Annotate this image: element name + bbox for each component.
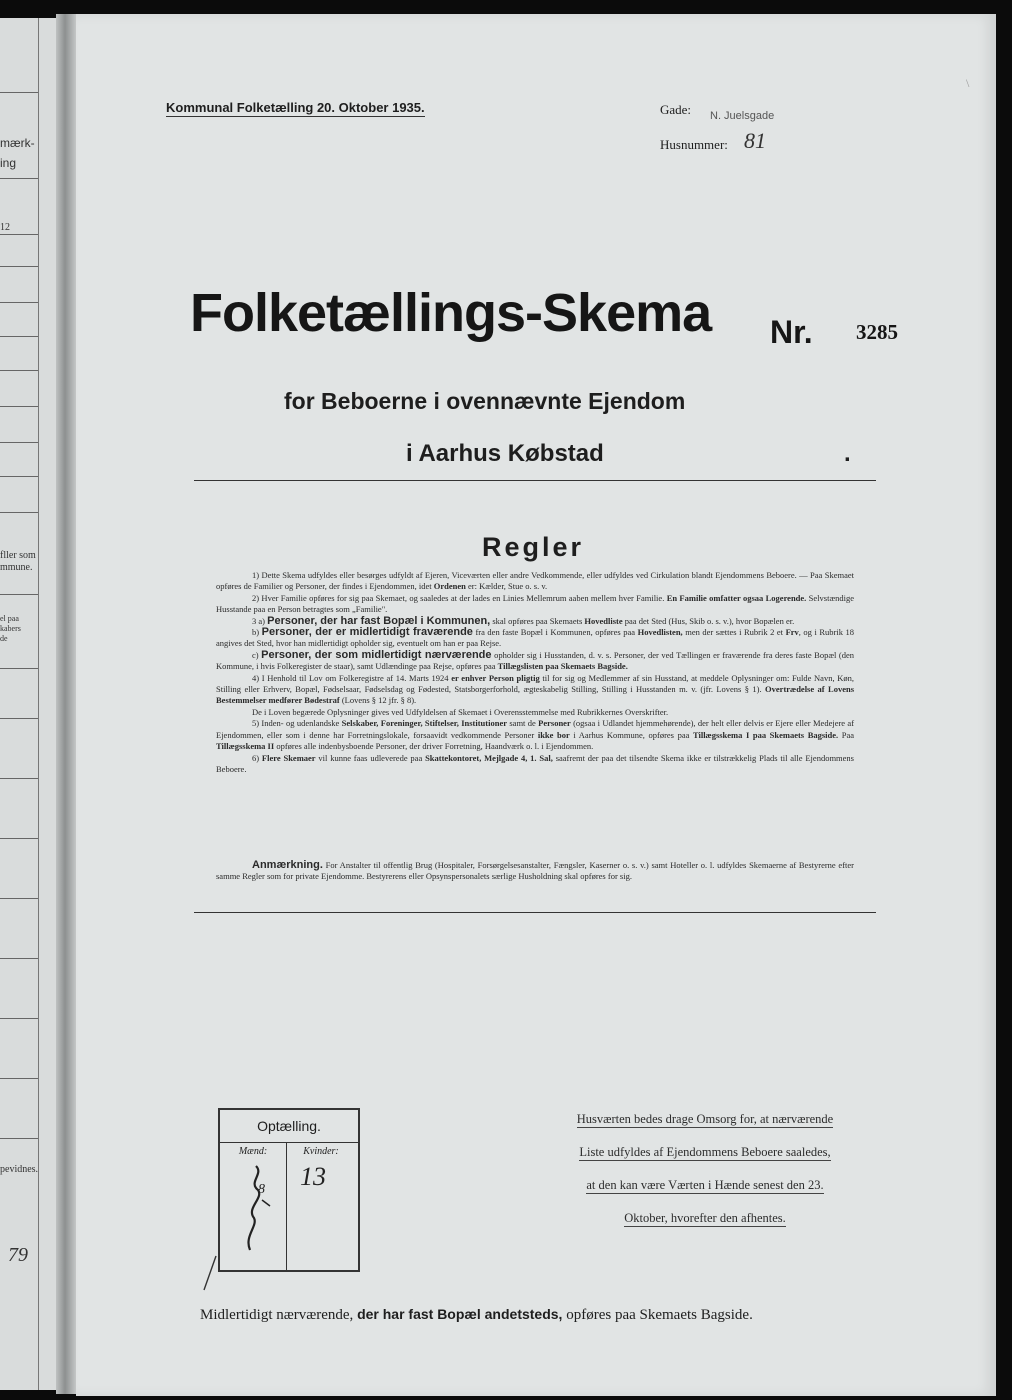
form-subtitle-1: for Beboerne i ovennævnte Ejendom: [284, 388, 686, 414]
left-rule: [0, 442, 38, 443]
notice-line-2: Liste udfyldes af Ejendommens Beboere saaledes,: [579, 1145, 831, 1159]
divider-bottom: [194, 912, 876, 913]
census-form-page: [76, 14, 996, 1396]
optaelling-header-rule: [220, 1142, 358, 1143]
gade-value: N. Juelsgade: [710, 110, 775, 122]
anmaerkning-paragraph: [216, 860, 854, 883]
notice-line-4: Oktober, hvorefter den afhentes.: [624, 1211, 786, 1225]
anmaerkning-text: For Anstalter til offentlig Brug (Hospitaler, Forsørgelsesanstalter, Fængsler, Kaserner o. s. v.) samt Hoteller o. l. udfyldes Skemaerne af Bestyrerne efter samme Regler som for private Ejendomme. Bestyrerens eller Opsynspersonalets særlige Husholdning skal opføres for sig.: [216, 860, 854, 882]
rule-4: 4) I Henhold til Lov om Folkeregistre af 14. Marts 1924 er enhver Person pligtig til for sig og Medlemmer af sin Husstand, at meddele Oplysninger om: Fulde Navn, Køn, Stilling eller Erhverv, Bopæl, Fødselsaar, Fødselsdag og Fødested, Statsborgerforhold, ægteskabelig Stilling, Stilling i Husstanden m. v. (jfr. Lovens § 1). Overtrædelse af Lovens Bestemmelser medfører Bødestraf (Lovens § 12 jfr. § 8).: [216, 672, 855, 706]
left-rule: [0, 1138, 38, 1139]
regler-heading: Regler: [482, 532, 585, 562]
notice-line-3: at den kan være Værten i Hænde senest den 23.: [586, 1178, 824, 1192]
optaelling-column-rule: [286, 1142, 287, 1270]
left-rule: [0, 594, 38, 595]
rule-2: 2) Hver Familie opføres for sig paa Skemaet, og saaledes at der lades en Linies Mellemrum aaben mellem hver Familie. En Familie omfatter ogsaa Logerende. Selvstændige Husstande paa en Person betragtes som „Familie".: [216, 592, 855, 615]
rule-1: 1) Dette Skema udfyldes eller besørges udfyldt af Ejeren, Viceværten eller andre Vedkommende, eller udfyldes ved Cirkulation blandt Ejendommens Beboere. — Paa Skemaet opføres de Familier og Personer, der findes i Ejendommen, idet Ordenen er: Kælder, Stue o. s. v.: [216, 570, 854, 592]
rule-3a: 3 a) Personer, der har fast Bopæl i Kommunen, skal opføres paa Skemaets Hovedliste paa det Sted (Hus, Skib o. s. v.), hvor Bopælen er.: [252, 614, 795, 627]
optaelling-maend-label: Mænd:: [238, 1146, 268, 1157]
optaelling-kvinder-value: 13: [300, 1162, 326, 1191]
anmaerkning-lead: Anmærkning.: [252, 859, 323, 871]
left-rule: [0, 512, 38, 513]
left-handwritten-number: 79: [8, 1244, 28, 1266]
optaelling-maend-value: 8: [258, 1182, 265, 1197]
left-fragment: mmune.: [0, 562, 33, 573]
left-page-column-rule: [38, 18, 39, 1390]
left-rule: [0, 302, 38, 303]
left-page-fragment: [0, 18, 56, 1390]
left-rule: [0, 406, 38, 407]
left-fragment: de: [0, 634, 8, 643]
left-rule: [0, 718, 38, 719]
left-fragment: ing: [0, 156, 17, 170]
optaelling-kvinder-label: Kvinder:: [303, 1146, 339, 1157]
left-rule: [0, 178, 38, 179]
rule-6: 6) Flere Skemaer vil kunne faas udleverede paa Skattekontoret, Mejlgade 4, 1. Sal, saafremt der paa det tilsendte Skema ikke er tilstrækkelig Plads til alle Ejendommens Beboere.: [216, 752, 854, 774]
notice-line-1: Husværten bedes drage Omsorg for, at nærværende: [576, 1112, 834, 1126]
landlord-notice: [516, 1112, 894, 1244]
left-rule: [0, 1018, 38, 1019]
left-rule: [0, 370, 38, 371]
left-rule: [0, 1078, 38, 1079]
census-header-label: Kommunal Folketælling 20. Oktober 1935.: [166, 100, 425, 115]
husnummer-value: 81: [744, 128, 766, 153]
footer-note: Midlertidigt nærværende, der har fast Bopæl andetsteds, opføres paa Skemaets Bagside.: [200, 1306, 753, 1323]
left-fragment: mærk-: [0, 136, 35, 150]
form-number-value: 3285: [856, 320, 898, 344]
rule-3b: b) Personer, der er midlertidigt fraværende fra den faste Bopæl i Kommunen, opføres paa Hovedlisten, men der sættes i Rubrik 2 et Frv, og i Rubrik 18 angives det Sted, hvor han midlertidigt opholder sig, eventuelt om han er paa Rejse.: [216, 626, 854, 649]
left-fragment: fller som: [0, 550, 36, 561]
form-number-label: Nr.: [770, 314, 813, 350]
optaelling-title: Optælling.: [257, 1118, 321, 1134]
left-fragment: el paa: [0, 614, 19, 623]
pen-stroke-icon: [200, 1254, 220, 1294]
left-rule: [0, 234, 38, 235]
left-fragment: kabers: [0, 624, 21, 633]
left-rule: [0, 898, 38, 899]
left-rule: [0, 668, 38, 669]
handwritten-scribble-icon: [234, 1160, 274, 1260]
optaelling-box: [218, 1108, 360, 1272]
left-rule: [0, 838, 38, 839]
regler-body: [216, 570, 854, 775]
form-subtitle-2: i Aarhus Købstad: [406, 440, 604, 467]
rule-4b: De i Loven begærede Oplysninger gives ved Udfyldelsen af Skemaet i Overensstemmelse med Rubrikkernes Overskrifter.: [252, 706, 669, 717]
rule-5: 5) Inden- og udenlandske Selskaber, Foreninger, Stiftelser, Institutioner samt de Personer (ogsaa i Udlandet hjemmehørende), der helt eller delvis er Ejere eller Medejere af Ejendommen, eller som i denne har Forretningslokale, forsaavidt vedkommende Personer ikke bor i Aarhus Kommune, opføres paa Tillægsskema I paa Skemaets Bagside. Paa Tillægsskema II opføres alle indenbysboende Personer, der driver Forretning, Haandværk o. l. i Ejendommen.: [216, 718, 855, 752]
left-fragment: pevidnes.: [0, 1164, 39, 1175]
left-rule: [0, 958, 38, 959]
left-rule: [0, 778, 38, 779]
gade-label: Gade:: [660, 102, 692, 117]
left-rule: [0, 476, 38, 477]
divider-top: [194, 480, 876, 481]
left-rule: [0, 336, 38, 337]
book-spine: [56, 14, 76, 1394]
form-subtitle-2-end: .: [844, 440, 851, 467]
form-title: Folketællings-Skema: [190, 283, 712, 343]
left-fragment: 12: [0, 222, 10, 233]
rule-3c: c) Personer, der som midlertidigt nærværende opholder sig i Husstanden, d. v. s. Personer, der ved Tællingen er fraværende fra deres faste Bopæl (den Kommune, i hvis Folkeregister de staar), samt Udlændinge paa Rejse, opføres paa Tillægslisten paa Skemaets Bagside.: [216, 648, 855, 672]
husnummer-label: Husnummer:: [660, 137, 728, 152]
left-rule: [0, 92, 38, 93]
left-rule: [0, 266, 38, 267]
edge-tick-mark: \: [966, 76, 970, 90]
